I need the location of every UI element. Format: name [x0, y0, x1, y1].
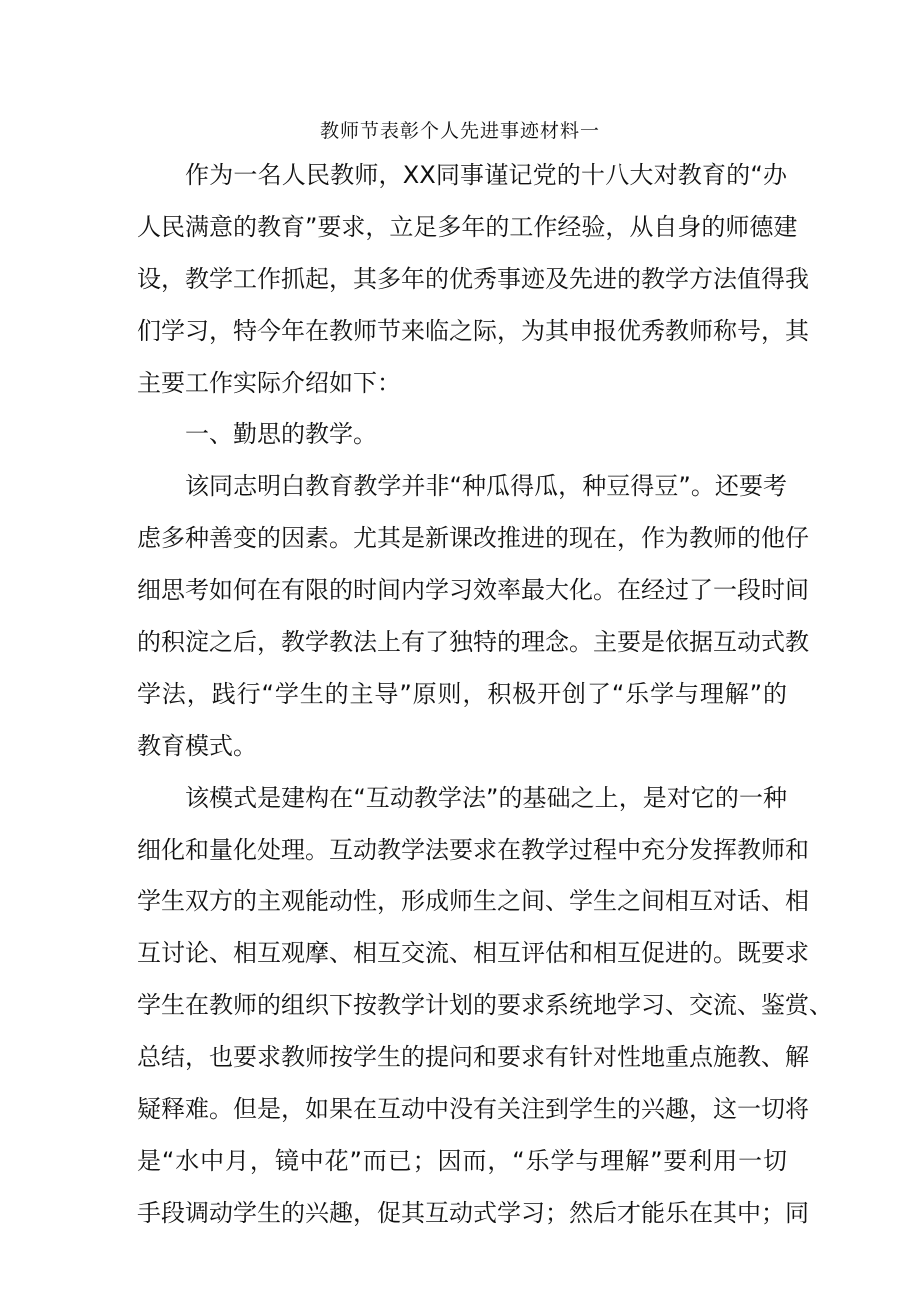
paragraph-line: 学生在教师的组织下按教学计划的要求系统地学习、交流、鉴赏、: [137, 991, 833, 1020]
paragraph-line: 疑释难。但是，如果在互动中没有关注到学生的兴趣，这一切将: [137, 1095, 809, 1124]
paragraph-line: 主要工作实际介绍如下：: [137, 368, 401, 397]
document-title: 教师节表彰个人先进事迹材料一: [319, 120, 600, 142]
paragraph-line: 总结，也要求教师按学生的提问和要求有针对性地重点施教、解: [137, 1043, 809, 1072]
paragraph-line: 是“水中月，镜中花”而已；因而，“乐学与理解”要利用一切: [137, 1146, 787, 1175]
paragraph-line: 学生双方的主观能动性，形成师生之间、学生之间相互对话、相: [137, 887, 809, 916]
section-heading: 一、勤思的教学。: [185, 420, 377, 449]
paragraph-line: 人民满意的教育”要求，立足多年的工作经验，从自身的师德建: [137, 212, 798, 241]
paragraph-line: 的积淀之后，教学教法上有了独特的理念。主要是依据互动式教: [137, 628, 809, 657]
paragraph-line: 学法，践行“学生的主导”原则，积极开创了“乐学与理解”的: [137, 679, 787, 708]
paragraph-line: 该模式是建构在“互动教学法”的基础之上，是对它的一种: [185, 783, 787, 812]
paragraph-line: 教育模式。: [137, 731, 257, 760]
paragraph-line: 虑多种善变的因素。尤其是新课改推进的现在，作为教师的他仔: [137, 524, 809, 553]
paragraph-line: 设，教学工作抓起，其多年的优秀事迹及先进的教学方法值得我: [137, 264, 809, 293]
document-body: [137, 150, 833, 1240]
paragraph-line: 手段调动学生的兴趣，促其互动式学习；然后才能乐在其中；同: [137, 1198, 809, 1227]
paragraph-line: 们学习，特今年在教师节来临之际，为其申报优秀教师称号，其: [137, 316, 809, 345]
paragraph-line: 作为一名人民教师，XX同事谨记党的十八大对教育的“办: [185, 161, 787, 189]
paragraph-line: 互讨论、相互观摩、相互交流、相互评估和相互促进的。既要求: [137, 939, 809, 968]
paragraph-line: 细思考如何在有限的时间内学习效率最大化。在经过了一段时间: [137, 576, 809, 605]
paragraph-line: 该同志明白教育教学并非“种瓜得瓜，种豆得豆”。还要考: [185, 472, 787, 501]
paragraph-line: 细化和量化处理。互动教学法要求在教学过程中充分发挥教师和: [137, 835, 809, 864]
